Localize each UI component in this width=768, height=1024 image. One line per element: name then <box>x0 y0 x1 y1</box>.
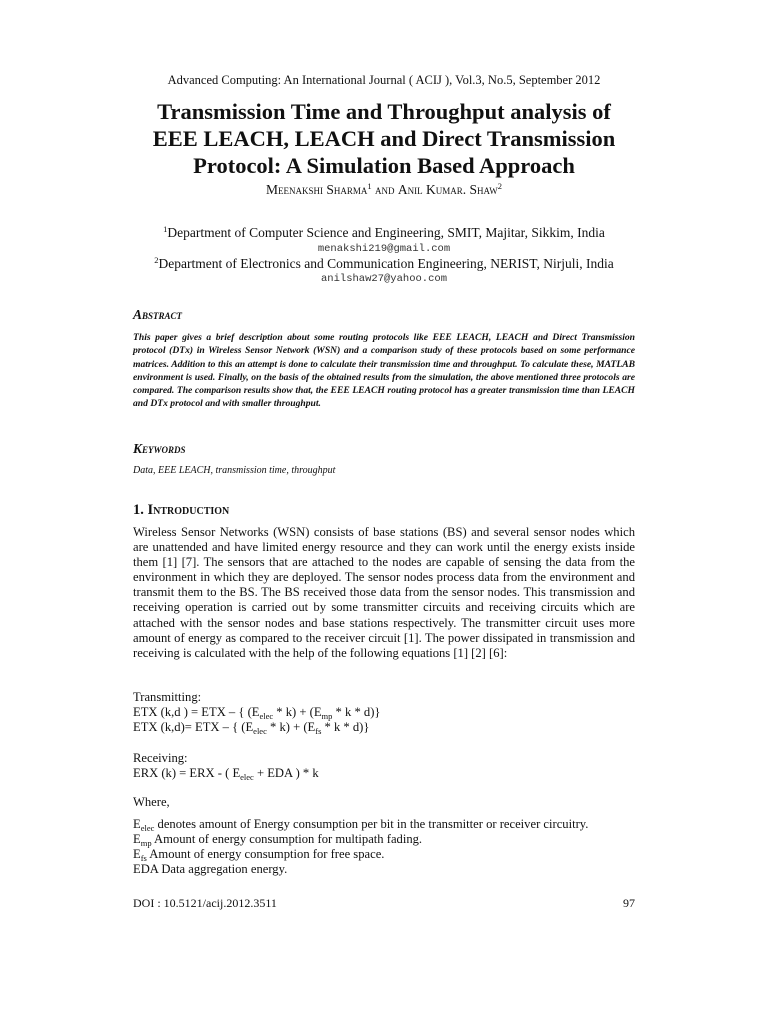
equation-tx-2: ETX (k,d)= ETX – { $(E_{elec} * k) + (E_{fs} * k * d)$} <box>133 720 370 736</box>
affiliation-2 <box>0 256 768 272</box>
definition-item: $E_{fs}$ Amount of energy consumption for free space. <box>133 847 385 863</box>
authors-and: and <box>374 182 395 197</box>
equation-rx: ERX (k) = ERX - ( $E_{elec}$ + EDA ) * k <box>133 766 319 782</box>
author-1-first: Meenakshi <box>265 182 323 197</box>
abstract-heading: Abstract <box>133 307 183 322</box>
affiliation-2-email: anilshaw27@yahoo.com <box>320 273 448 285</box>
keywords-heading: Keywords <box>133 441 186 456</box>
title-line: Transmission Time and Throughput analysis of <box>157 99 611 124</box>
definition-item: $E_{mp}$ Amount of energy consumption for multipath fading. <box>133 832 423 848</box>
affiliation-2-text: Department of Electronics and Communication Engineering, NERIST, Nirjuli, India <box>158 256 614 271</box>
author-1-last: Sharma <box>326 182 368 197</box>
author-2-first: Anil <box>397 182 423 197</box>
affiliation-1-sup: 1 <box>163 224 168 234</box>
definition-item: $E_{elec}$ denotes amount of Energy consumption per bit in the transmitter or receiver circuitry. <box>133 817 589 833</box>
intro-number: 1. <box>133 502 144 518</box>
page-number: 97 <box>623 896 635 910</box>
where-label: Where, <box>133 795 170 809</box>
authors-line <box>0 182 768 198</box>
paper-title <box>100 98 668 179</box>
footer-doi: DOI : 10.5121/acij.2012.3511 <box>133 896 277 910</box>
affiliation-1-text: Department of Computer Science and Engineering, SMIT, Majitar, Sikkim, India <box>167 225 605 240</box>
intro-heading <box>133 502 229 519</box>
intro-title: Introduction <box>147 502 230 518</box>
definition-item: EDA Data aggregation energy. <box>133 862 288 876</box>
journal-header: Advanced Computing: An International Journal ( ACIJ ), Vol.3, No.5, September 2012 <box>167 73 601 87</box>
author-1-sup: 1 <box>367 181 372 191</box>
transmitting-label: Transmitting: <box>133 690 202 704</box>
affiliation-1 <box>0 225 768 241</box>
equation-tx-1: ETX (k,d ) = ETX – { $(E_{elec} * k) + (E_{mp} * k * d)$} <box>133 705 381 721</box>
author-2-last: Kumar. Shaw <box>425 182 498 197</box>
author-2-sup: 2 <box>497 181 503 191</box>
receiving-label: Receiving: <box>133 751 188 765</box>
title-line: Protocol: A Simulation Based Approach <box>193 153 575 178</box>
intro-paragraph: Wireless Sensor Networks (WSN) consists of base stations (BS) and several sensor nodes which are unattended and have limited energy resource and they can work until the energy exists inside them [1] [7]. The sensors that are attached to the nodes are capable of sensing the data from the environment in which they are deployed. The sensor nodes process data from the environment and transmit them to the BS. The BS received those data from the sensor nodes. This transmission and receiving operation is carried out by some transmitter circuits and receiving circuits which are attached with the sensor nodes and base stations respectively. The transmitter circuit uses more amount of energy as compared to the receiver circuit [1]. The power dissipated in transmission and receiving is calculated with the help of the following equations [1] [2] [6]: <box>133 525 635 660</box>
keywords-text: Data, EEE LEACH, transmission time, throughput <box>133 465 336 476</box>
affiliation-2-sup: 2 <box>154 255 159 265</box>
abstract-text: This paper gives a brief description about some routing protocols like EEE LEACH, LEACH and Direct Transmission protocol (DTx) in Wireless Sensor Network (WSN) and a comparison study of these protocols based on some performance matrices. Addition to this an attempt is done to calculate their transmission time and throughput. To calculate these, MATLAB environment is used. Finally, on the basis of the obtained results from the simulation, the above mentioned three protocols are compared. The comparison results show that, the EEE LEACH routing protocol has a greater transmission time than LEACH and DTx protocol and with smaller throughput. <box>133 332 635 410</box>
affiliation-1-email: menakshi219@gmail.com <box>317 243 451 255</box>
title-line: EEE LEACH, LEACH and Direct Transmission <box>152 126 616 151</box>
